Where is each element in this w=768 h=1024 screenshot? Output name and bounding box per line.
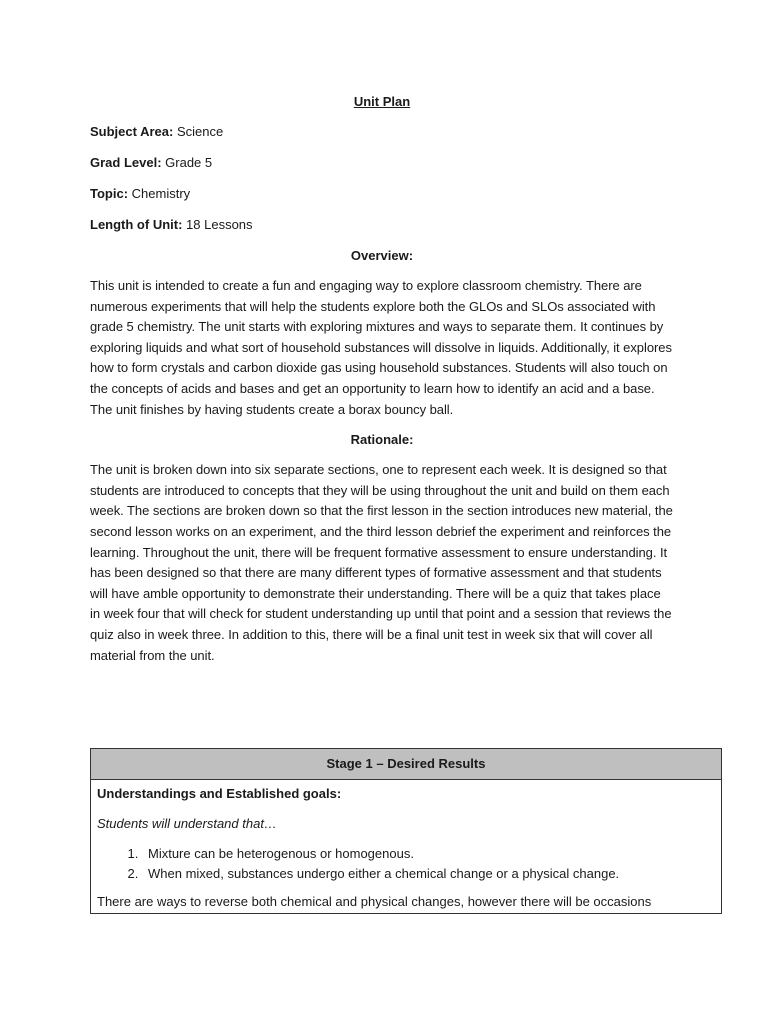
understandings-list <box>97 844 715 884</box>
field-label: Subject Area: <box>90 124 174 139</box>
stage1-header: Stage 1 – Desired Results <box>91 749 721 780</box>
trailing-paragraph: There are ways to reverse both chemical and physical changes, however there will be occasions <box>97 894 652 909</box>
grade-level-field <box>90 153 674 173</box>
stage1-table <box>90 748 722 914</box>
rationale-paragraph: The unit is broken down into six separate sections, one to represent each week. It is designed so that students are introduced to concepts that they will be using throughout the unit and build on them each week. The sections are broken down so that the first lesson in the section introduces new material, the second lesson works on an experiment, and the third lesson debrief the experiment and reinforces the learning. Throughout the unit, there will be frequent formative assessment to ensure understanding. It has been designed so that there are many different types of formative assessment and that students will have amble opportunity to demonstrate their understanding. There will be a quiz that takes place in week four that will check for student understanding up until that point and a session that reviews the quiz also in week three. In addition to this, there will be a final unit test in week six that will cover all material from the unit. <box>90 462 673 663</box>
field-label: Grad Level: <box>90 155 162 170</box>
field-label: Length of Unit: <box>90 217 183 232</box>
field-value: Science <box>173 124 224 139</box>
length-of-unit-field <box>90 215 674 235</box>
field-value: Chemistry <box>128 186 191 201</box>
overview-paragraph: This unit is intended to create a fun and engaging way to explore classroom chemistry. There are numerous experiments that will help the students explore both the GLOs and SLOs associated with grade 5 chemistry. The unit starts with exploring mixtures and ways to separate them. It continues by exploring liquids and what sort of household substances will dissolve in liquids. Additionally, it explores how to form crystals and carbon dioxide gas using household substances. Students will also touch on the concepts of acids and bases and get an opportunity to learn how to identify an acid and a base. The unit finishes by having students create a borax bouncy ball. <box>90 278 672 417</box>
topic-field <box>90 184 674 204</box>
list-item: 1. Mixture can be heterogenous or homogenous. <box>142 844 715 864</box>
field-value: 18 Lessons <box>182 217 253 232</box>
page-title: Unit Plan <box>353 94 411 109</box>
understandings-heading: Understandings and Established goals: <box>97 786 342 801</box>
subject-area-field <box>90 122 674 142</box>
document-page <box>90 92 674 676</box>
rationale-heading: Rationale: <box>350 432 414 448</box>
field-label: Topic: <box>90 186 129 201</box>
stage1-body <box>91 780 721 912</box>
understandings-intro: Students will understand that… <box>97 816 277 831</box>
field-value: Grade 5 <box>161 155 213 170</box>
overview-heading: Overview: <box>350 248 414 263</box>
list-item: 2. When mixed, substances undergo either a chemical change or a physical change. <box>142 864 715 884</box>
